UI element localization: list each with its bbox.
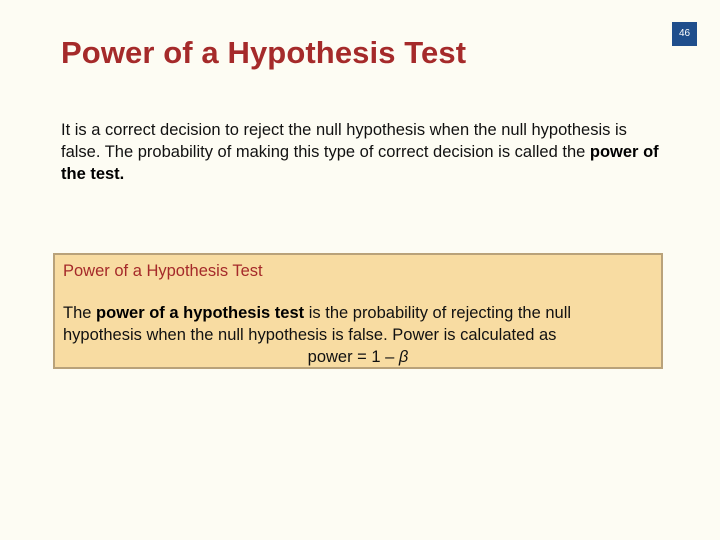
definition-term: power of a hypothesis test [96,304,305,322]
power-formula [55,346,661,368]
definition-box [53,253,663,369]
intro-text: It is a correct decision to reject the null hypothesis when the null hypothesis is false. The probability of making this type of correct decision is called the [61,121,627,161]
formula-prefix: power = 1 – [307,348,399,366]
definition-heading: Power of a Hypothesis Test [63,262,263,280]
intro-paragraph [61,119,661,185]
definition-text-before: The [63,304,97,322]
definition-text [63,302,648,346]
page-number-badge: 46 [672,22,697,46]
definition-text-after: is the probability of rejecting the null hypothesis when the null hypothesis is false. Power is calculated as [63,304,572,344]
intro-emphasis: power of the test. [61,143,659,183]
beta-symbol: β [398,348,409,366]
slide-title: Power of a Hypothesis Test [61,35,467,70]
